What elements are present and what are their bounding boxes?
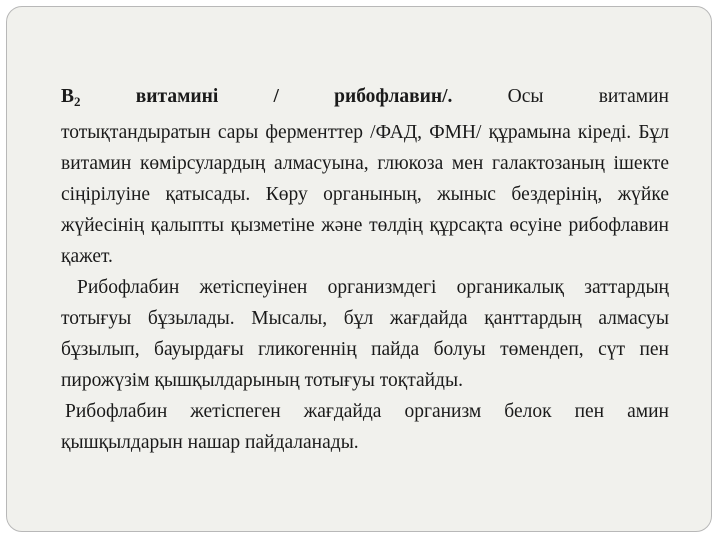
vitamin-subscript: 2	[74, 94, 81, 109]
slide-text-body	[61, 81, 669, 458]
vitamin-b2-label: $B_2$	[61, 86, 81, 109]
lead-word-vitamin-2: витамин	[598, 86, 669, 107]
lead-slash: /	[273, 86, 279, 107]
lead-word-riboflavin: рибофлавин/.	[334, 86, 453, 107]
lead-word-this: Осы	[507, 86, 544, 107]
paragraph-deficiency: Рибофлабин жетіспеуінен организмдегі органикалық заттардың тотығуы бұзылады. Мысалы, бұл жағдайда қанттардың алмасуы бұзылып, бауырдағы гликогеннің пайда болуы төмендеп, сүт пен пирожүзім қышқылдарының тотығуы тоқтайды.	[61, 277, 669, 391]
lead-word-vitamin: витамині	[135, 86, 219, 107]
slide-panel	[6, 6, 712, 532]
paragraph-vitamin-b2	[61, 81, 669, 272]
paragraph-1-body: тотықтандыратын сары ферменттер /ФАД, ФМН/ құрамына кіреді. Бұл витамин көмірсулардың алмасуына, глюкоза мен галактозаның ішекте сіңірілуіне қатысады. Көру органының, жыныс бездерінің, жүйке жүйесінің қалыпты қызметіне және төлдің құрсақта өсуіне рибофлавин қажет.	[61, 122, 669, 267]
paragraph-lead-line	[61, 81, 669, 117]
paragraph-protein-use: Рибофлабин жетіспеген жағдайда организм белок пен амин қышқылдарын нашар пайдаланады.	[61, 401, 669, 453]
